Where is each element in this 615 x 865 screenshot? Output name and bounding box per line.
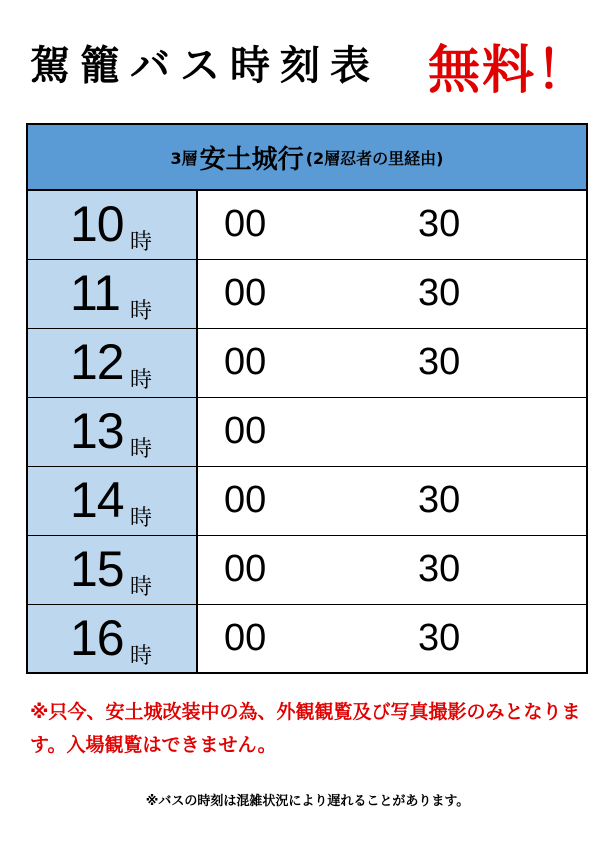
hour-unit: 時: [130, 644, 153, 669]
minute-cell: 00: [224, 203, 267, 245]
table-row: [28, 605, 586, 672]
free-label: 無料！: [428, 41, 591, 101]
table-row: [28, 398, 586, 467]
minute-cell: 00: [224, 410, 267, 452]
delay-footnote: ※バスの時刻は混雑状況により遅れることがあります。: [145, 794, 470, 809]
minute-cell: 30: [418, 272, 461, 314]
hour-unit: 時: [130, 575, 153, 600]
page-title: 駕籠バス時刻表: [30, 43, 380, 89]
minute-cell: 00: [224, 272, 267, 314]
table-row: [28, 536, 586, 605]
minute-cell: 30: [418, 479, 461, 521]
header-via: (2層忍者の里経由): [305, 148, 444, 168]
hour-cell: [28, 605, 198, 672]
minute-cell: 00: [224, 479, 267, 521]
hour-number: 10: [70, 196, 124, 252]
timetable-header: [28, 125, 586, 191]
minute-cell: 00: [224, 548, 267, 590]
minute-cell: 30: [418, 341, 461, 383]
hour-cell: [28, 467, 198, 535]
hour-number: 11: [70, 265, 120, 321]
table-row: [28, 467, 586, 536]
minute-cell: 00: [224, 617, 267, 659]
timetable-rows: [28, 191, 586, 672]
hour-unit: 時: [130, 437, 153, 462]
hour-number: 14: [70, 472, 124, 528]
hour-cell: [28, 260, 198, 328]
hour-unit: 時: [130, 299, 153, 324]
hour-number: 13: [70, 403, 124, 459]
hour-number: 16: [70, 610, 124, 666]
renovation-notice: ※只今、安土城改装中の為、外観観覧及び写真撮影のみとなります。入場観覧はできません。: [30, 701, 581, 756]
hour-cell: [28, 191, 198, 259]
hour-cell: [28, 329, 198, 397]
hour-cell: [28, 536, 198, 604]
timetable: [26, 123, 588, 674]
hour-number: 12: [70, 334, 124, 390]
minute-cell: 30: [418, 203, 461, 245]
hour-number: 15: [70, 541, 124, 597]
header-destination: 安土城行: [199, 144, 304, 175]
minute-cell: 00: [224, 341, 267, 383]
hour-unit: 時: [130, 368, 153, 393]
table-row: [28, 329, 586, 398]
hour-unit: 時: [130, 230, 153, 255]
table-row: [28, 260, 586, 329]
header-floor: 3層: [170, 148, 198, 168]
table-row: [28, 191, 586, 260]
hour-cell: [28, 398, 198, 466]
hour-unit: 時: [130, 506, 153, 531]
page-title-row: [0, 28, 615, 104]
minute-cell: 30: [418, 617, 461, 659]
minute-cell: 30: [418, 548, 461, 590]
